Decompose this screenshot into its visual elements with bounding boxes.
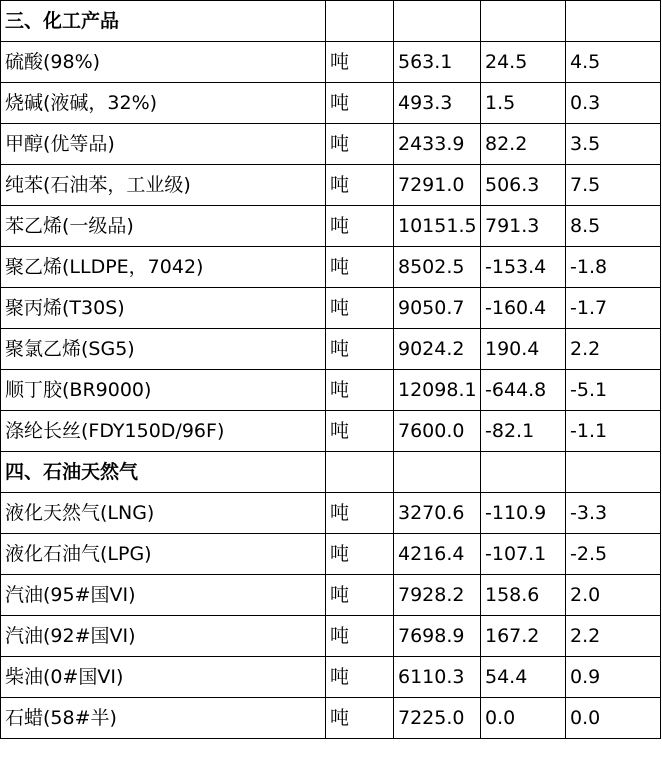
table-row xyxy=(1,42,661,83)
price-cell: 9050.7 xyxy=(394,288,481,329)
table-row xyxy=(1,329,661,370)
table-row xyxy=(1,370,661,411)
change-cell: -160.4 xyxy=(481,288,566,329)
change-pct-cell: 0.9 xyxy=(566,657,661,698)
product-name-cell: 顺丁胶(BR9000) xyxy=(1,370,326,411)
table-row xyxy=(1,206,661,247)
product-name-cell: 液化石油气(LPG) xyxy=(1,534,326,575)
unit-cell: 吨 xyxy=(326,124,394,165)
price-cell: 10151.5 xyxy=(394,206,481,247)
table-row xyxy=(1,657,661,698)
product-name-cell: 聚丙烯(T30S) xyxy=(1,288,326,329)
price-cell: 9024.2 xyxy=(394,329,481,370)
table-row xyxy=(1,493,661,534)
product-name-cell: 汽油(92#国VI) xyxy=(1,616,326,657)
price-cell: 2433.9 xyxy=(394,124,481,165)
table-row xyxy=(1,698,661,739)
change-cell: 190.4 xyxy=(481,329,566,370)
unit-cell: 吨 xyxy=(326,329,394,370)
change-cell: -644.8 xyxy=(481,370,566,411)
price-cell: 7225.0 xyxy=(394,698,481,739)
empty-cell xyxy=(326,452,394,493)
change-pct-cell: -3.3 xyxy=(566,493,661,534)
unit-cell: 吨 xyxy=(326,493,394,534)
table-row xyxy=(1,575,661,616)
unit-cell: 吨 xyxy=(326,370,394,411)
change-pct-cell: 4.5 xyxy=(566,42,661,83)
change-cell: 24.5 xyxy=(481,42,566,83)
empty-cell xyxy=(326,1,394,42)
change-pct-cell: 7.5 xyxy=(566,165,661,206)
change-pct-cell: 2.2 xyxy=(566,329,661,370)
change-pct-cell: 3.5 xyxy=(566,124,661,165)
product-name-cell: 液化天然气(LNG) xyxy=(1,493,326,534)
unit-cell: 吨 xyxy=(326,83,394,124)
empty-cell xyxy=(481,452,566,493)
change-cell: 0.0 xyxy=(481,698,566,739)
price-cell: 7291.0 xyxy=(394,165,481,206)
product-name-cell: 烧碱(液碱，32%) xyxy=(1,83,326,124)
unit-cell: 吨 xyxy=(326,616,394,657)
change-pct-cell: 2.0 xyxy=(566,575,661,616)
product-name-cell: 聚氯乙烯(SG5) xyxy=(1,329,326,370)
unit-cell: 吨 xyxy=(326,698,394,739)
change-pct-cell: 0.3 xyxy=(566,83,661,124)
section-title: 四、石油天然气 xyxy=(1,452,326,493)
change-cell: 158.6 xyxy=(481,575,566,616)
change-pct-cell: 8.5 xyxy=(566,206,661,247)
empty-cell xyxy=(394,1,481,42)
change-cell: 791.3 xyxy=(481,206,566,247)
price-cell: 493.3 xyxy=(394,83,481,124)
unit-cell: 吨 xyxy=(326,247,394,288)
table-row xyxy=(1,288,661,329)
empty-cell xyxy=(566,452,661,493)
change-pct-cell: -5.1 xyxy=(566,370,661,411)
unit-cell: 吨 xyxy=(326,575,394,616)
product-name-cell: 纯苯(石油苯，工业级) xyxy=(1,165,326,206)
unit-cell: 吨 xyxy=(326,42,394,83)
product-name-cell: 石蜡(58#半) xyxy=(1,698,326,739)
unit-cell: 吨 xyxy=(326,165,394,206)
change-cell: -110.9 xyxy=(481,493,566,534)
product-name-cell: 硫酸(98%) xyxy=(1,42,326,83)
price-cell: 12098.1 xyxy=(394,370,481,411)
table-row xyxy=(1,165,661,206)
table-row xyxy=(1,83,661,124)
product-name-cell: 涤纶长丝(FDY150D/96F) xyxy=(1,411,326,452)
empty-cell xyxy=(394,452,481,493)
unit-cell: 吨 xyxy=(326,411,394,452)
change-cell: 82.2 xyxy=(481,124,566,165)
change-cell: -153.4 xyxy=(481,247,566,288)
product-name-cell: 柴油(0#国VI) xyxy=(1,657,326,698)
product-name-cell: 聚乙烯(LLDPE，7042) xyxy=(1,247,326,288)
price-cell: 6110.3 xyxy=(394,657,481,698)
unit-cell: 吨 xyxy=(326,288,394,329)
price-cell: 7928.2 xyxy=(394,575,481,616)
product-name-cell: 苯乙烯(一级品) xyxy=(1,206,326,247)
table-row xyxy=(1,124,661,165)
price-cell: 563.1 xyxy=(394,42,481,83)
price-cell: 7698.9 xyxy=(394,616,481,657)
change-pct-cell: 0.0 xyxy=(566,698,661,739)
price-cell: 7600.0 xyxy=(394,411,481,452)
price-cell: 4216.4 xyxy=(394,534,481,575)
price-cell: 8502.5 xyxy=(394,247,481,288)
change-pct-cell: -1.1 xyxy=(566,411,661,452)
table-row xyxy=(1,534,661,575)
table-row xyxy=(1,411,661,452)
price-cell: 3270.6 xyxy=(394,493,481,534)
change-cell: -82.1 xyxy=(481,411,566,452)
change-pct-cell: 2.2 xyxy=(566,616,661,657)
table-row xyxy=(1,616,661,657)
change-pct-cell: -1.7 xyxy=(566,288,661,329)
unit-cell: 吨 xyxy=(326,206,394,247)
table-row xyxy=(1,247,661,288)
change-cell: 1.5 xyxy=(481,83,566,124)
change-cell: 506.3 xyxy=(481,165,566,206)
change-cell: -107.1 xyxy=(481,534,566,575)
change-cell: 167.2 xyxy=(481,616,566,657)
empty-cell xyxy=(481,1,566,42)
empty-cell xyxy=(566,1,661,42)
price-table-body xyxy=(1,1,661,739)
change-pct-cell: -2.5 xyxy=(566,534,661,575)
section-header-row xyxy=(1,452,661,493)
product-name-cell: 甲醇(优等品) xyxy=(1,124,326,165)
change-cell: 54.4 xyxy=(481,657,566,698)
section-title: 三、化工产品 xyxy=(1,1,326,42)
change-pct-cell: -1.8 xyxy=(566,247,661,288)
section-header-row xyxy=(1,1,661,42)
unit-cell: 吨 xyxy=(326,657,394,698)
product-name-cell: 汽油(95#国VI) xyxy=(1,575,326,616)
unit-cell: 吨 xyxy=(326,534,394,575)
